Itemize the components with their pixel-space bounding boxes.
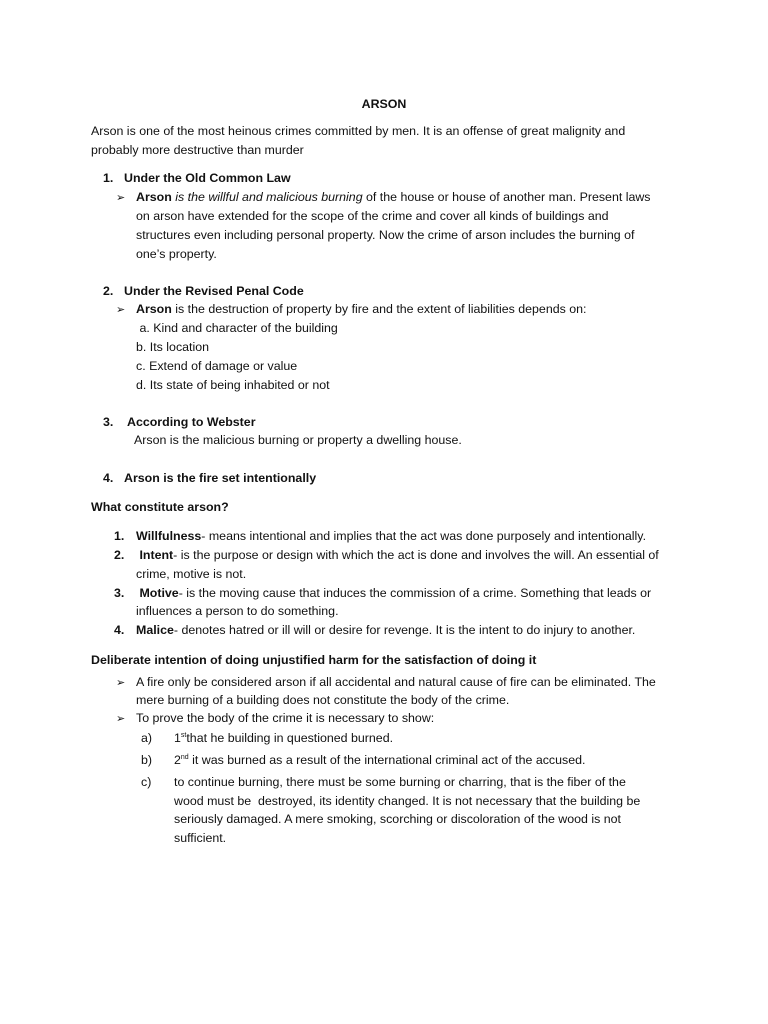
sub-item-a bbox=[174, 729, 393, 748]
section-4-heading: Arson is the fire set intentionally bbox=[124, 471, 317, 485]
constitute-item-1-term: Willfulness bbox=[136, 529, 202, 543]
section-2-item-d: d. Its state of being inhabited or not bbox=[136, 378, 330, 392]
section-3-number: 3. bbox=[103, 415, 114, 429]
sub-item-b-sup: nd bbox=[180, 754, 189, 761]
section-1-rest: of the house or house of another man. Present laws bbox=[362, 190, 651, 204]
section-1-cont-3: one’s property. bbox=[136, 247, 217, 261]
constitute-item-4-number: 4. bbox=[114, 623, 125, 637]
section-4-number: 4. bbox=[103, 471, 114, 485]
arrow-bullet-icon: ➢ bbox=[116, 304, 126, 316]
arrow-bullet-icon: ➢ bbox=[116, 192, 126, 204]
section-3-text: Arson is the malicious burning or property a dwelling house. bbox=[134, 433, 462, 447]
section-3-heading: According to Webster bbox=[127, 415, 256, 429]
constitute-heading: What constitute arson? bbox=[91, 500, 229, 514]
constitute-item-4-term: Malice bbox=[136, 623, 174, 637]
constitute-item-3-term: Motive bbox=[136, 586, 179, 600]
sub-item-b bbox=[174, 751, 585, 770]
sub-item-c-label: c) bbox=[141, 775, 152, 789]
constitute-item-2-term: Intent bbox=[136, 548, 174, 562]
deliberate-bullet-1-line-1: A fire only be considered arson if all accidental and natural cause of fire can be eliminated. The bbox=[136, 675, 656, 689]
section-2-term: Arson bbox=[136, 302, 172, 316]
section-1-heading: Under the Old Common Law bbox=[124, 171, 291, 185]
constitute-item-4-text: - denotes hatred or ill will or desire for revenge. It is the intent to do injury to another. bbox=[173, 623, 636, 637]
section-1-cont-2: structures even including personal property. Now the crime of arson includes the burning of bbox=[136, 228, 635, 242]
deliberate-bullet-2: To prove the body of the crime it is necessary to show: bbox=[136, 711, 435, 725]
sub-item-b-label: b) bbox=[141, 753, 153, 767]
sub-item-c-line-4: sufficient. bbox=[174, 831, 227, 845]
intro-line-1: Arson is one of the most heinous crimes committed by men. It is an offense of great malignity and bbox=[91, 124, 626, 138]
sub-item-a-text: that he building in questioned burned. bbox=[186, 731, 394, 745]
arrow-bullet-icon: ➢ bbox=[116, 713, 126, 725]
deliberate-bullet-1-line-2: mere burning of a building does not constitute the body of the crime. bbox=[136, 693, 510, 707]
sub-item-a-label: a) bbox=[141, 731, 153, 745]
constitute-item-3-cont: influences a person to do something. bbox=[136, 604, 339, 618]
constitute-item-1-text: - means intentional and implies that the act was done purposely and intentionally. bbox=[201, 529, 647, 543]
constitute-item-1-number: 1. bbox=[114, 529, 125, 543]
constitute-item-4 bbox=[136, 621, 635, 640]
section-2-definition bbox=[136, 300, 586, 319]
deliberate-heading: Deliberate intention of doing unjustified harm for the satisfaction of doing it bbox=[91, 653, 537, 667]
document-title: ARSON bbox=[361, 97, 407, 111]
sub-item-c-line-2: wood must be destroyed, its identity changed. It is not necessary that the building be bbox=[174, 794, 641, 808]
sub-item-c-line-1: to continue burning, there must be some burning or charring, that is the fiber of the bbox=[174, 775, 626, 789]
section-1-number: 1. bbox=[103, 171, 114, 185]
constitute-item-3 bbox=[136, 584, 651, 603]
section-2-item-a: a. Kind and character of the building bbox=[136, 321, 338, 335]
section-1-cont-1: on arson have extended for the scope of the crime and cover all kinds of buildings and bbox=[136, 209, 609, 223]
section-2-rest: is the destruction of property by fire and the extent of liabilities depends on: bbox=[171, 302, 587, 316]
sub-item-b-pre: 2 bbox=[174, 753, 181, 767]
sub-item-b-text: it was burned as a result of the international criminal act of the accused. bbox=[188, 753, 586, 767]
intro-line-2: probably more destructive than murder bbox=[91, 143, 304, 157]
constitute-item-2-number: 2. bbox=[114, 548, 125, 562]
sub-item-a-sup: st bbox=[180, 732, 187, 739]
sub-item-c-line-3: seriously damaged. A mere smoking, scorching or discoloration of the wood is not bbox=[174, 812, 621, 826]
section-2-item-c: c. Extend of damage or value bbox=[136, 359, 298, 373]
constitute-item-3-text: - is the moving cause that induces the commission of a crime. Something that leads or bbox=[178, 586, 652, 600]
arrow-bullet-icon: ➢ bbox=[116, 677, 126, 689]
constitute-item-2 bbox=[136, 546, 659, 565]
section-2-number: 2. bbox=[103, 284, 114, 298]
constitute-item-2-text: - is the purpose or design with which the act is done and involves the will. An essential of bbox=[173, 548, 659, 562]
section-1-term: Arson bbox=[136, 190, 172, 204]
sub-item-a-pre: 1 bbox=[174, 731, 181, 745]
constitute-item-2-cont: crime, motive is not. bbox=[136, 567, 247, 581]
section-2-item-b: b. Its location bbox=[136, 340, 210, 354]
constitute-item-3-number: 3. bbox=[114, 586, 125, 600]
section-2-heading: Under the Revised Penal Code bbox=[124, 284, 304, 298]
section-1-definition bbox=[136, 188, 651, 207]
section-1-italic: is the willful and malicious burning bbox=[171, 190, 363, 204]
constitute-item-1 bbox=[136, 527, 646, 546]
